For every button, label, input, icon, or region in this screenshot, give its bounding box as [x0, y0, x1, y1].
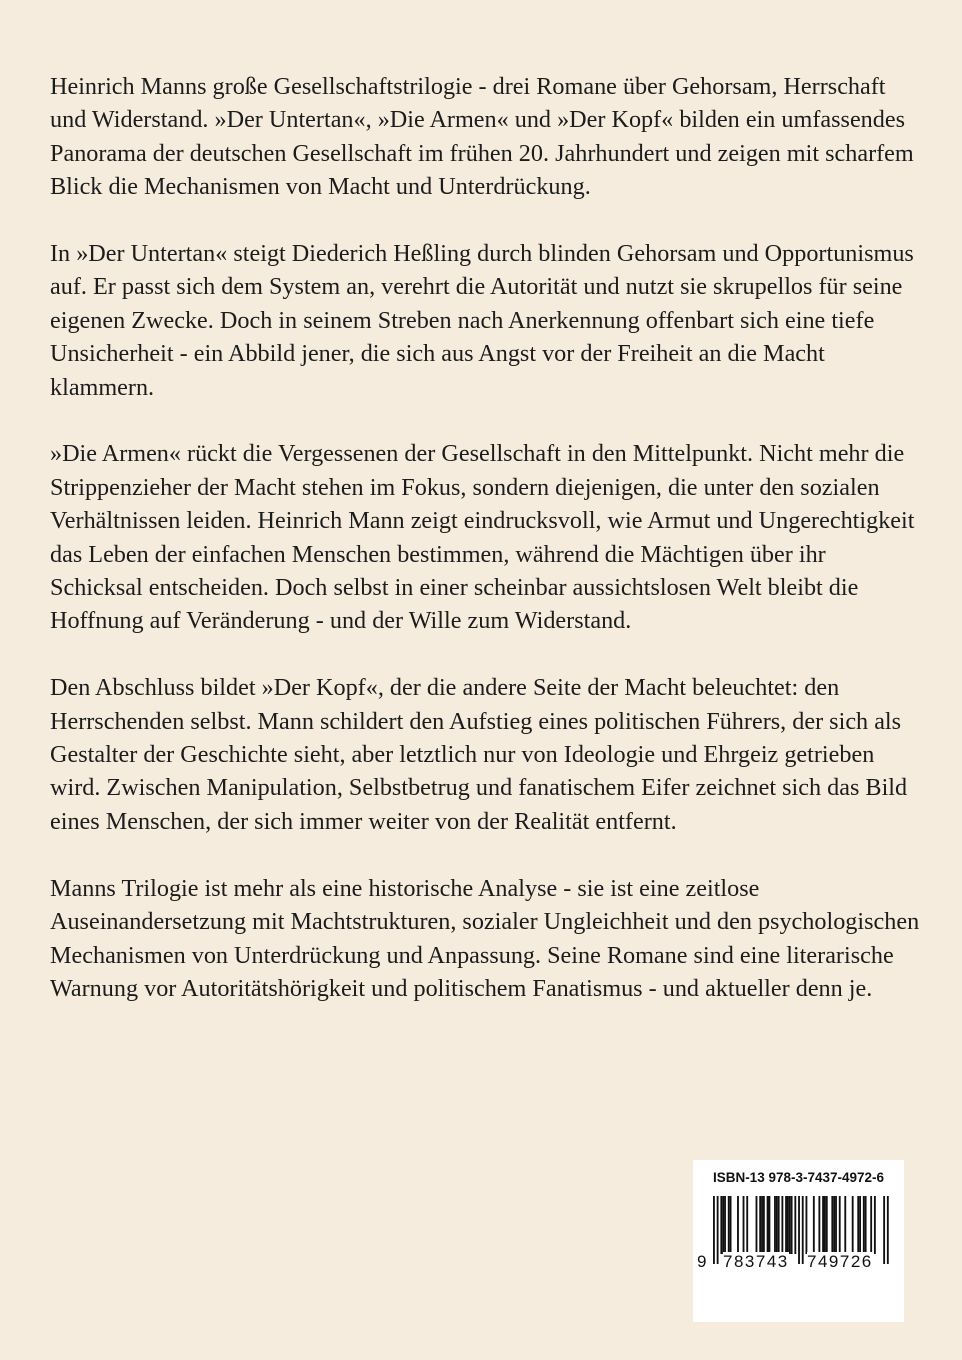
barcode-bar — [724, 1196, 726, 1254]
barcode-bar — [802, 1196, 804, 1264]
barcode-bar — [759, 1196, 761, 1254]
barcode-bar — [778, 1196, 780, 1254]
barcode-bar — [818, 1196, 820, 1254]
barcode-bar — [781, 1196, 783, 1254]
barcode-bar — [859, 1196, 861, 1254]
barcode-bar — [722, 1196, 724, 1254]
barcode-bar — [761, 1196, 763, 1254]
barcode-bar — [730, 1196, 732, 1254]
barcode-bar — [874, 1196, 876, 1254]
barcode-bar — [787, 1196, 789, 1254]
back-cover-text — [50, 70, 920, 1039]
barcode-bar — [791, 1196, 793, 1254]
barcode-bar — [789, 1196, 791, 1254]
barcode-bar — [857, 1196, 859, 1254]
barcode-bar — [746, 1196, 748, 1254]
barcode-bar — [865, 1196, 867, 1254]
barcode-bar — [831, 1196, 833, 1254]
barcode-bar — [887, 1196, 889, 1264]
barcode-bar — [813, 1196, 815, 1254]
barcode-bar — [785, 1196, 787, 1254]
barcode-bar — [863, 1196, 865, 1254]
barcode-bar — [776, 1196, 778, 1254]
barcode-bar — [720, 1196, 722, 1254]
barcode-bar — [794, 1196, 796, 1254]
barcode-bar — [824, 1196, 826, 1254]
barcode-digits-right: 749726 — [807, 1252, 873, 1271]
barcode-bar — [835, 1196, 837, 1254]
barcode-bar — [826, 1196, 828, 1254]
barcode-bar — [798, 1196, 800, 1264]
barcode-bar — [844, 1196, 846, 1254]
paragraph-untertan: In »Der Untertan« steigt Diederich Heßling durch blinden Gehorsam und Opportunismus auf. Er passt sich dem System an, verehrt die Autorität und nutzt sie skrupellos für seine eigenen Zwecke. Doch in seinem Streben nach Anerkennung offenbart sich eine tiefe Unsicherheit - ein Abbild jener, die sich aus Angst vor der Freiheit an die Macht klammern. — [50, 240, 914, 401]
barcode-bar — [717, 1196, 719, 1264]
paragraph-intro: Heinrich Manns große Gesellschaftstrilogie - drei Romane über Gehorsam, Herrschaft und Widerstand. »Der Untertan«, »Die Armen« und »Der Kopf« bilden ein umfassendes Panorama der deutschen Gesellschaft im frühen 20. Jahrhundert und zeigen mit scharfem Blick die Mechanismen von Macht und Unterdrückung. — [50, 73, 914, 201]
barcode-bar — [822, 1196, 824, 1254]
barcode-bar — [769, 1196, 771, 1254]
barcode-digit-lead: 9 — [697, 1252, 707, 1271]
isbn-label: ISBN-13 978-3-7437-4972-6 — [712, 1170, 885, 1185]
barcode-bar — [883, 1196, 885, 1264]
barcode-bar — [763, 1196, 765, 1254]
barcode-bar — [743, 1196, 745, 1254]
paragraph-conclusion: Manns Trilogie ist mehr als eine historische Analyse - sie ist eine zeitlose Auseinandersetzung mit Machtstrukturen, sozialer Ungleichheit und den psychologischen Mechanismen von Unterdrückung und Anpassung. Seine Romane sind eine literarische Warnung vor Autoritätshörigkeit und politischem Fanatismus - und aktueller denn je. — [50, 874, 920, 1002]
barcode-digits-left: 783743 — [723, 1252, 789, 1271]
paragraph-armen: »Die Armen« rückt die Vergessenen der Gesellschaft in den Mittelpunkt. Nicht mehr die Strippenzieher der Macht stehen im Fokus, sondern diejenigen, die unter den sozialen Verhältnissen leiden. Heinrich Mann zeigt eindrucksvoll, wie Armut und Ungerechtigkeit das Leben der einfachen Menschen bestimmen, während die Mächtigen über ihr Schicksal entscheiden. Doch selbst in einer scheinbar aussichtslosen Welt bleibt die Hoffnung auf Veränderung - und der Wille zum Widerstand. — [50, 440, 915, 635]
barcode-bar — [852, 1196, 854, 1254]
barcode-bar — [767, 1196, 769, 1254]
barcode-bar — [737, 1196, 739, 1254]
barcode-bar — [756, 1196, 758, 1254]
barcode-bar — [728, 1196, 730, 1254]
isbn-barcode-box — [693, 1160, 904, 1322]
paragraph-kopf: Den Abschluss bildet »Der Kopf«, der die andere Seite der Macht beleuchtet: den Herrschenden selbst. Mann schildert den Aufstieg eines politischen Führers, der sich als Gestalter der Geschichte sieht, aber letztlich nur von Ideologie und Ehrgeiz getrieben wird. Zwischen Manipulation, Selbstbetrug und fanatischem Eifer zeichnet sich das Bild eines Menschen, der sich immer weiter von der Realität entfernt. — [50, 674, 908, 835]
barcode-bar — [870, 1196, 872, 1254]
barcode-bar — [774, 1196, 776, 1254]
barcode-bar — [839, 1196, 841, 1254]
barcode-bar — [833, 1196, 835, 1254]
barcode-bar — [713, 1196, 715, 1264]
barcode-bar — [806, 1196, 808, 1254]
